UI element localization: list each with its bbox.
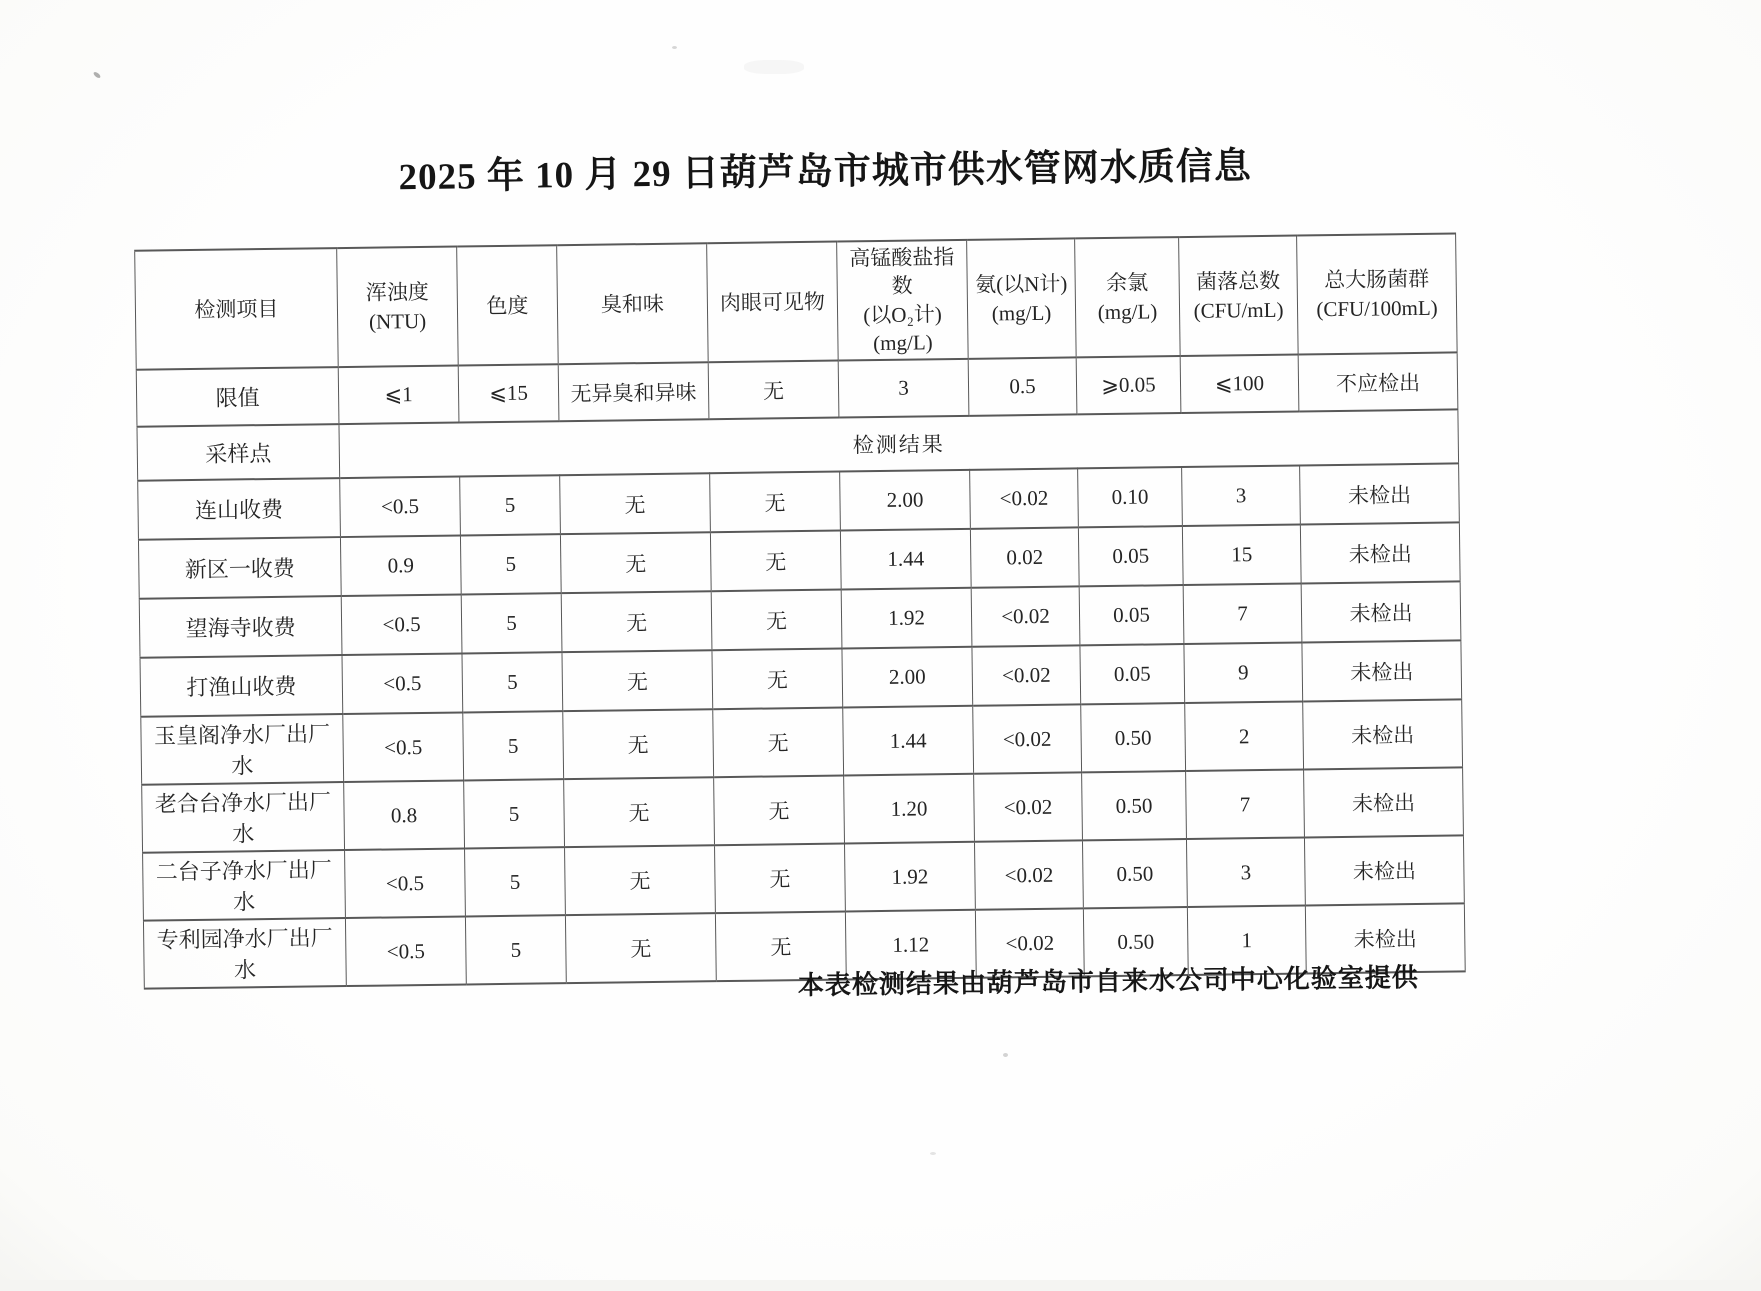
column-header-visible-matter: 肉眼可见物 <box>707 242 839 363</box>
water-quality-table <box>134 232 1466 990</box>
data-cell: <0.5 <box>345 917 466 987</box>
data-cell: 0.05 <box>1078 526 1183 586</box>
data-cell: 0.50 <box>1081 703 1186 772</box>
data-cell: 无 <box>565 914 716 984</box>
data-cell: <0.02 <box>974 841 1083 910</box>
table-header-row <box>135 233 1457 370</box>
data-cell: 无 <box>710 531 841 592</box>
limit-cell: ⩽100 <box>1180 355 1299 414</box>
data-cell: 1 <box>1187 906 1306 976</box>
data-cell: 0.05 <box>1079 585 1184 645</box>
row-label: 新区一收费 <box>138 537 341 599</box>
data-cell: 5 <box>465 848 566 917</box>
column-header-ammonia: 氨(以N计) (mg/L) <box>967 238 1077 359</box>
limit-cell: 3 <box>838 359 969 418</box>
data-cell: 1.12 <box>845 910 976 980</box>
data-cell: 0.50 <box>1082 771 1187 840</box>
data-cell: 未检出 <box>1304 768 1464 838</box>
limit-cell: ⩽1 <box>338 366 459 425</box>
data-cell: <0.5 <box>340 477 461 538</box>
limit-cell: 无 <box>708 361 839 420</box>
data-cell: 0.50 <box>1082 839 1187 908</box>
data-cell: 无 <box>564 778 715 848</box>
data-cell: 0.8 <box>344 781 465 851</box>
data-cell: 无 <box>715 844 846 914</box>
limit-cell: 0.5 <box>968 358 1077 416</box>
data-cell: 1.44 <box>843 706 974 776</box>
data-cell: 7 <box>1186 770 1305 840</box>
data-cell: 3 <box>1186 838 1305 908</box>
data-cell: 未检出 <box>1304 836 1464 906</box>
data-cell: <0.02 <box>975 909 1084 978</box>
data-cell: 1.92 <box>845 842 976 912</box>
data-cell: <0.5 <box>345 849 466 919</box>
limit-cell: ⩾0.05 <box>1076 356 1181 414</box>
data-cell: 0.10 <box>1078 467 1183 527</box>
column-header-turbidity: 浑浊度(NTU) <box>337 247 459 368</box>
column-header-color: 色度 <box>457 245 559 366</box>
data-cell: 无 <box>715 912 846 982</box>
data-cell: 未检出 <box>1300 523 1460 584</box>
page-title: 2025 年 10 月 29 日葫芦岛市城市供水管网水质信息 <box>398 146 1253 199</box>
data-cell: 无 <box>710 472 841 533</box>
column-header-odor: 臭和味 <box>557 243 709 364</box>
data-cell: <0.02 <box>974 773 1083 842</box>
data-cell: 5 <box>465 916 566 985</box>
data-cell: 无 <box>712 649 843 710</box>
data-cell: 5 <box>460 476 561 536</box>
row-label: 玉皇阁净水厂出厂水 <box>141 714 344 785</box>
limit-cell: 无异臭和异味 <box>558 363 709 422</box>
data-cell: 5 <box>463 712 564 781</box>
row-label: 限值 <box>136 367 339 427</box>
data-cell: 无 <box>563 710 714 780</box>
data-cell: 1.44 <box>840 529 971 590</box>
column-header-test-item: 检测项目 <box>135 248 339 370</box>
data-cell: 2.00 <box>842 647 973 708</box>
data-cell: 无 <box>565 846 716 916</box>
data-cell: 未检出 <box>1300 464 1460 525</box>
column-header-colony-count: 菌落总数 (CFU/mL) <box>1179 236 1299 357</box>
limit-cell: ⩽15 <box>458 365 559 423</box>
row-label: 老合台净水厂出厂水 <box>142 782 345 853</box>
data-cell: 未检出 <box>1303 700 1463 770</box>
data-cell: <0.02 <box>971 587 1080 647</box>
data-cell: <0.5 <box>343 713 464 783</box>
data-cell: <0.02 <box>970 469 1079 529</box>
row-label: 连山收费 <box>138 478 341 540</box>
data-cell: <0.02 <box>972 646 1081 706</box>
limit-cell: 不应检出 <box>1298 353 1458 412</box>
data-cell: 7 <box>1183 584 1302 645</box>
data-cell: 未检出 <box>1305 904 1465 974</box>
data-cell: 5 <box>462 653 563 713</box>
row-label: 望海寺收费 <box>139 596 342 658</box>
data-cell: 0.02 <box>970 528 1079 588</box>
footer-note: 本表检测结果由葫芦岛市自来水公司中心化验室提供 <box>797 962 1420 1001</box>
row-label: 采样点 <box>137 424 340 481</box>
column-header-total-coliform: 总大肠菌群 (CFU/100mL) <box>1297 233 1458 354</box>
data-cell: 2 <box>1185 702 1304 772</box>
data-cell: 15 <box>1182 525 1301 586</box>
data-cell: 无 <box>711 590 842 651</box>
data-cell: 5 <box>461 594 562 654</box>
data-cell: 未检出 <box>1301 582 1461 643</box>
data-cell: 0.05 <box>1080 644 1185 704</box>
data-cell: <0.5 <box>342 654 463 715</box>
row-label: 二台子净水厂出厂水 <box>143 850 346 921</box>
row-label: 专利园净水厂出厂水 <box>143 918 346 989</box>
data-cell: <0.02 <box>973 705 1082 774</box>
data-cell: 5 <box>464 780 565 849</box>
row-label: 打渔山收费 <box>140 655 343 717</box>
column-header-residual-chlorine: 余氯 (mg/L) <box>1075 237 1181 358</box>
data-cell: 无 <box>562 651 713 712</box>
data-cell: 无 <box>561 592 712 653</box>
data-cell: 无 <box>560 533 711 594</box>
data-cell: <0.5 <box>341 595 462 656</box>
data-cell: 0.50 <box>1083 907 1188 976</box>
data-cell: 无 <box>714 776 845 846</box>
results-merged-cell: 检测结果 <box>339 410 1459 479</box>
data-cell: 无 <box>713 708 844 778</box>
data-cell: 2.00 <box>840 470 971 531</box>
data-cell: 无 <box>560 474 711 535</box>
data-cell: 3 <box>1182 466 1301 527</box>
data-cell: 未检出 <box>1302 641 1462 702</box>
data-cell: 9 <box>1184 643 1303 704</box>
data-cell: 5 <box>460 535 561 595</box>
data-cell: 0.9 <box>340 536 461 597</box>
data-cell: 1.92 <box>841 588 972 649</box>
column-header-permanganate: 高锰酸盐指数 (以O₂计) (mg/L) <box>837 240 969 361</box>
data-cell: 1.20 <box>844 774 975 844</box>
